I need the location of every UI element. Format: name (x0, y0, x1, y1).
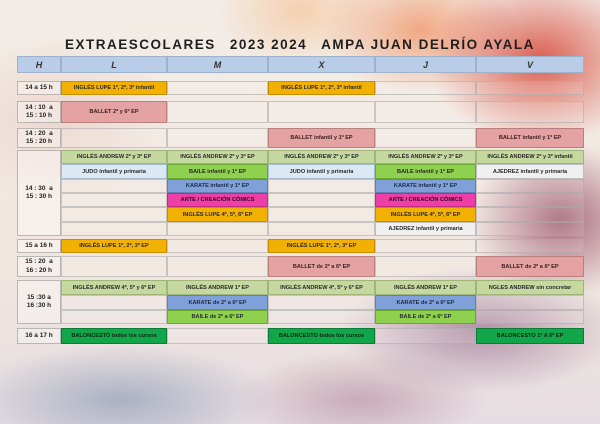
activity-cell: INGLÉS ANDREW 4º, 5º y 6º EP (61, 280, 167, 295)
activity-cell: BAILE infantil y 1º EP (375, 164, 476, 179)
activity-cell: BALLET infantil y 1º EP (268, 128, 375, 148)
time-slot: 14 : 10 a 15 : 10 h (17, 101, 61, 123)
header-wednesday: X (268, 56, 375, 73)
empty-cell (375, 256, 476, 277)
empty-cell (268, 179, 375, 193)
activity-cell: INGLÉS ANDREW 2º y 3º infantil (476, 150, 584, 164)
activity-cell: INGLÉS LUPE 1º, 2º, 3º EP (61, 239, 167, 253)
activity-cell: INGLÉS ANDREW 2º y 3º EP (268, 150, 375, 164)
empty-cell (476, 101, 584, 123)
time-slot: 14 a 15 h (17, 81, 61, 95)
empty-cell (61, 222, 167, 236)
time-slot: 15 : 20 a 16 : 20 h (17, 256, 61, 277)
empty-cell (61, 193, 167, 207)
empty-cell (167, 128, 268, 148)
activity-cell: AJEDREZ infantil y primaria (476, 164, 584, 179)
header-thursday: J (375, 56, 476, 73)
activity-cell: NGLES ANDREW sin concretar (476, 280, 584, 295)
activity-cell: KARATE infantil y 1º EP (375, 179, 476, 193)
empty-cell (268, 295, 375, 310)
empty-cell (375, 101, 476, 123)
empty-cell (61, 128, 167, 148)
activity-cell: BAILE de 2º a 6º EP (375, 310, 476, 324)
activity-cell: KARATE de 2º a 6º EP (167, 295, 268, 310)
empty-cell (268, 193, 375, 207)
activity-cell: ARTE / CREACIÓN CÓMICS (167, 193, 268, 207)
page-title (0, 37, 600, 52)
empty-cell (476, 239, 584, 253)
empty-cell (375, 81, 476, 95)
empty-cell (61, 207, 167, 222)
activity-cell: INGLÉS ANDREW 1º EP (167, 280, 268, 295)
activity-cell: INGLÉS LUPE 1º, 2º, 3º infantil (268, 81, 375, 95)
empty-cell (476, 207, 584, 222)
header-friday: V (476, 56, 584, 73)
empty-cell (268, 101, 375, 123)
empty-cell (476, 310, 584, 324)
activity-cell: INGLÉS LUPE 1º, 2º, 3º EP (268, 239, 375, 253)
time-slot: 14 : 30 a 15 : 30 h (17, 150, 61, 236)
activity-cell: AJEDREZ infantil y primaria (375, 222, 476, 236)
time-slot: 16 a 17 h (17, 328, 61, 344)
title-ampa: AMPA JUAN DELRÍO AYALA (321, 37, 535, 52)
empty-cell (375, 128, 476, 148)
empty-cell (476, 179, 584, 193)
empty-cell (167, 328, 268, 344)
empty-cell (375, 328, 476, 344)
header-tuesday: M (167, 56, 268, 73)
time-slot: 15 a 16 h (17, 239, 61, 253)
empty-cell (476, 295, 584, 310)
empty-cell (61, 310, 167, 324)
activity-cell: BAILE de 2º a 6º EP (167, 310, 268, 324)
time-slot: 15 :30 a 16 :30 h (17, 280, 61, 324)
activity-cell: BALLET de 2º a 6º EP (268, 256, 375, 277)
activity-cell: INGLÉS ANDREW 1º EP (375, 280, 476, 295)
activity-cell: INGLÉS LUPE 1º, 2º, 3º infantil (61, 81, 167, 95)
empty-cell (268, 310, 375, 324)
empty-cell (375, 239, 476, 253)
activity-cell: INGLÉS ANDREW 2º y 3º EP (167, 150, 268, 164)
activity-cell: BALLET de 2º a 6º EP (476, 256, 584, 277)
activity-cell: INGLÉS LUPE 4º, 5º, 6º EP (167, 207, 268, 222)
activity-cell: BALONCESTO 1º A 6º EP (476, 328, 584, 344)
activity-cell: BALONCESTO todos los cursos (61, 328, 167, 344)
activity-cell: KARATE infantil y 1º EP (167, 179, 268, 193)
activity-cell: BALLET infantil y 1º EP (476, 128, 584, 148)
activity-cell: INGLÉS LUPE 4º, 5º, 6º EP (375, 207, 476, 222)
empty-cell (167, 256, 268, 277)
title-year: 2023 2024 (229, 37, 308, 52)
activity-cell: ARTE / CREACIÓN CÓMICS (375, 193, 476, 207)
empty-cell (61, 256, 167, 277)
header-monday: L (61, 56, 167, 73)
empty-cell (167, 101, 268, 123)
empty-cell (476, 193, 584, 207)
activity-cell: INGLÉS ANDREW 2º y 3º EP (61, 150, 167, 164)
empty-cell (167, 81, 268, 95)
activity-cell: KARATE de 2º a 6º EP (375, 295, 476, 310)
empty-cell (268, 222, 375, 236)
activity-cell: INGLÉS ANDREW 4º, 5º y 6º EP (268, 280, 375, 295)
activity-cell: BALONCESTO todos los cursos (268, 328, 375, 344)
empty-cell (476, 222, 584, 236)
empty-cell (167, 222, 268, 236)
activity-cell: JUDO infantil y primaria (61, 164, 167, 179)
empty-cell (268, 207, 375, 222)
activity-cell: BAILE infantil y 1º EP (167, 164, 268, 179)
activity-cell: JUDO infantil y primaria (268, 164, 375, 179)
header-hour: H (17, 56, 61, 73)
empty-cell (476, 81, 584, 95)
empty-cell (61, 295, 167, 310)
activity-cell: BALLET 2º y 6º EP (61, 101, 167, 123)
title-main: EXTRAESCOLARES (65, 37, 216, 52)
activity-cell: INGLÉS ANDREW 2º y 3º EP (375, 150, 476, 164)
empty-cell (61, 179, 167, 193)
time-slot: 14 : 20 a 15 : 20 h (17, 128, 61, 148)
empty-cell (167, 239, 268, 253)
